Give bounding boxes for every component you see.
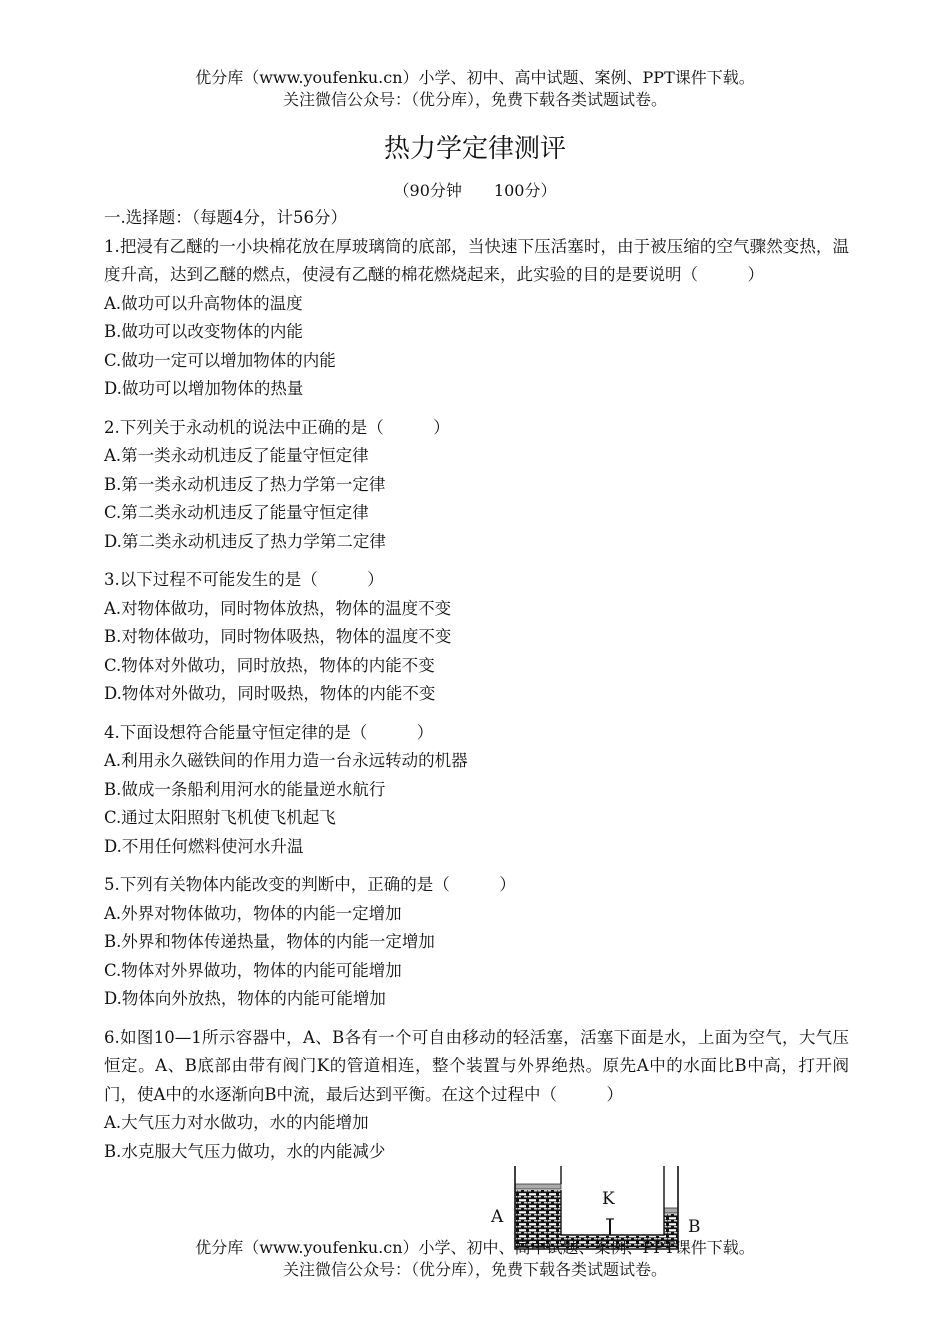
piston-a bbox=[515, 1184, 561, 1189]
label-b: B bbox=[688, 1217, 701, 1237]
question-content bbox=[104, 204, 849, 1166]
option-6a: A.大气压力对水做功，水的内能增加 bbox=[104, 1113, 369, 1132]
option-4a: A.利用永久磁铁间的作用力造一台永远转动的机器 bbox=[104, 751, 468, 770]
option-1c: C.做功一定可以增加物体的内能 bbox=[104, 350, 336, 370]
option-4d: D.不用任何燃料使河水升温 bbox=[104, 836, 304, 856]
option-3c: C.物体对外做功，同时放热，物体的内能不变 bbox=[104, 655, 435, 675]
option-1b: B.做功可以改变物体的内能 bbox=[104, 322, 303, 341]
option-4c: C.通过太阳照射飞机使飞机起飞 bbox=[104, 808, 336, 827]
question-stem-6: 6.如图10—1所示容器中，A、B各有一个可自由移动的轻活塞，活塞下面是水，上面为空气，大气压恒定。A、B底部由带有阀门K的管道相连，整个装置与外界绝热。原先A中的水面比B中高，打开阀门，使A中的水逐渐向B中流，最后达到平衡。在这个过程中（ ） bbox=[104, 1027, 849, 1104]
option-2b: B.第一类永动机违反了热力学第一定律 bbox=[104, 474, 386, 494]
piston-b bbox=[664, 1208, 678, 1213]
question-stem-3: 3.以下过程不可能发生的是（ ） bbox=[104, 570, 384, 589]
footer-line-2: 关注微信公众号：（优分库），免费下载各类试题试卷。 bbox=[282, 1260, 667, 1279]
question-stem-1: 1.把浸有乙醚的一小块棉花放在厚玻璃筒的底部，当快速下压活塞时，由于被压缩的空气骤然变热，温度升高，达到乙醚的燃点，使浸有乙醚的棉花燃烧起来，此实验的目的是要说明（ ） bbox=[104, 236, 849, 284]
option-5a: A.外界对物体做功，物体的内能一定增加 bbox=[104, 903, 402, 923]
option-2c: C.第二类永动机违反了能量守恒定律 bbox=[104, 503, 369, 522]
section-heading: 一.选择题：（每题4分，计56分） bbox=[104, 208, 347, 227]
option-1d: D.做功可以增加物体的热量 bbox=[104, 379, 304, 398]
option-2a: A.第一类永动机违反了能量守恒定律 bbox=[104, 446, 369, 465]
label-a: A bbox=[491, 1207, 504, 1227]
page-title: 热力学定律测评 bbox=[383, 134, 566, 164]
option-2d: D.第二类永动机违反了热力学第二定律 bbox=[104, 531, 386, 551]
question-stem-5: 5.下列有关物体内能改变的判断中，正确的是（ ） bbox=[104, 875, 516, 894]
option-1a: A.做功可以升高物体的温度 bbox=[104, 293, 303, 313]
question-stem-2: 2.下列关于永动机的说法中正确的是（ ） bbox=[104, 417, 450, 437]
option-6b: B.水克服大气压力做功，水的内能减少 bbox=[104, 1141, 386, 1161]
option-5b: B.外界和物体传递热量，物体的内能一定增加 bbox=[104, 932, 435, 951]
question-stem-4: 4.下面设想符合能量守恒定律的是（ ） bbox=[104, 722, 434, 742]
header-line-1: 优分库（www.youfenku.cn）小学、初中、高中试题、案例、PPT课件下载。 bbox=[195, 68, 755, 87]
footer-line-1: 优分库（www.youfenku.cn）小学、初中、高中试题、案例、PPT课件下载。 bbox=[195, 1238, 755, 1257]
label-k: K bbox=[602, 1189, 615, 1209]
option-5d: D.物体向外放热，物体的内能可能增加 bbox=[104, 989, 386, 1008]
option-5c: C.物体对外界做功，物体的内能可能增加 bbox=[104, 960, 402, 980]
header-line-2: 关注微信公众号：（优分库），免费下载各类试题试卷。 bbox=[282, 90, 667, 109]
option-4b: B.做成一条船利用河水的能量逆水航行 bbox=[104, 779, 386, 799]
option-3d: D.物体对外做功，同时吸热，物体的内能不变 bbox=[104, 684, 436, 703]
option-3a: A.对物体做功，同时物体放热，物体的温度不变 bbox=[104, 598, 452, 618]
page-subtitle: （90分钟 100分） bbox=[393, 181, 557, 200]
option-3b: B.对物体做功，同时物体吸热，物体的温度不变 bbox=[104, 627, 452, 646]
